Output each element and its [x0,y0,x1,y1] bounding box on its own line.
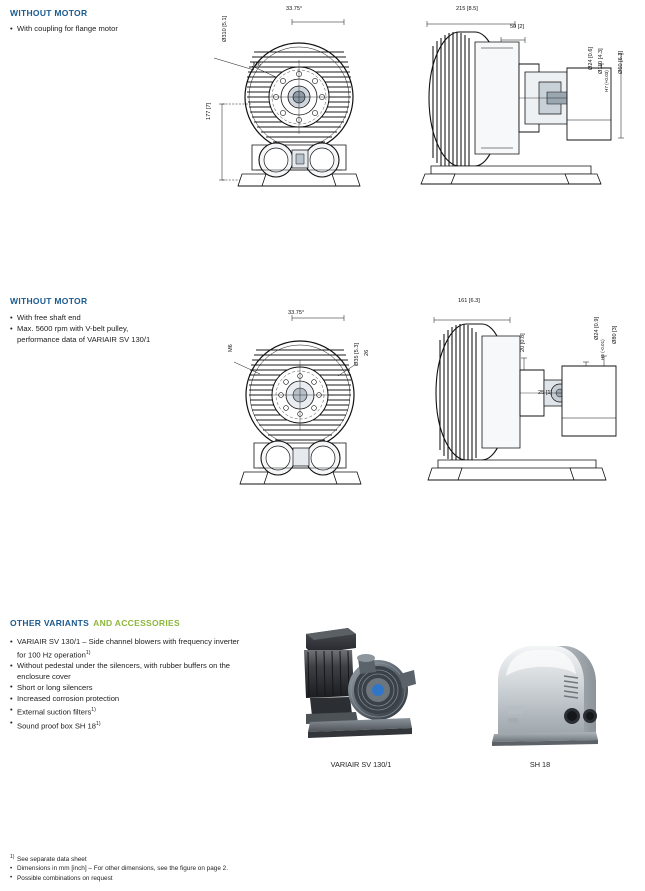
dim-50: 50 [2] [510,24,524,30]
footnote-mark: 1) [85,649,91,656]
list-item: • Max. 5600 rpm with V-belt pulley, performance data of VARIAIR SV 130/1 [10,324,160,345]
product-photo-sh18 [480,636,608,751]
photo-caption-variair: VARIAIR SV 130/1 [330,760,392,769]
other-variants-title-blue: OTHER VARIANTS [10,618,90,628]
bullet-list-other-variants [10,637,250,732]
dim-m6-front: M6 [253,62,261,68]
dim-20: 20 [0.8] [520,333,526,352]
dim-h7-tolerance: H7 (+0.03) [604,70,609,92]
product-photo-variair [296,618,426,755]
footnote-mark: 1) [95,720,101,727]
bullet-list-free-shaft [10,313,160,346]
dim-d80: Ø80 [3] [612,325,618,344]
list-item [10,705,250,718]
dim-161: 161 [6.3] [458,298,480,304]
bullet-list-flange-motor [10,24,170,35]
list-item-text: Sound proof box SH 18 [17,721,96,731]
drawing-front-view-free-shaft [196,300,396,495]
drawing-side-view-free-shaft [420,300,635,495]
footnote-3: • Possible combinations on request [10,874,228,883]
other-variants-title-green: AND ACCESSORIES [93,618,180,628]
dim-25: 25 [1] [538,390,552,396]
dim-177: 177 [7] [206,102,212,120]
footnotes [10,855,228,883]
list-item [10,661,250,682]
dim-angle-33-75-bottom: 33.75° [288,310,305,316]
dim-d35: Ø35 [5.3] [354,342,360,366]
footnote-mark: 1) [91,707,96,714]
list-item-text: Short or long silencers [17,682,93,692]
dim-d24-bottom: Ø24 [0.9] [594,316,600,340]
photo-caption-sh18: SH 18 [529,760,551,769]
dim-d110: Ø110 [4.3] [598,48,604,74]
dim-215: 215 [8.5] [456,6,478,12]
list-item-text: External suction filters [17,707,92,717]
section-title-other-variants [10,618,180,628]
list-item [10,683,250,694]
section-title-without-motor-flange: WITHOUT MOTOR [10,8,88,18]
dim-m6-bottom: M6 [228,344,234,352]
section-title-without-motor-free-shaft: WITHOUT MOTOR [10,296,88,306]
footnote-2: • Dimensions in mm [inch] – For other dimensions, see the figure on page 2. [10,864,228,873]
drawing-side-view-flange [415,8,640,198]
dim-h6-tolerance: H6 (-0.01) [600,339,605,360]
list-item-text: Increased corrosion protection [17,694,120,703]
list-item: • With free shaft end [10,313,160,324]
dim-d60: Ø60 [6.3] [618,50,624,74]
dim-diameter-310: Ø310 [5.1] [222,15,228,42]
dim-angle-33-75-top: 33.75° [286,6,303,12]
list-item-text: Without pedestal under the silencers, with rubber buffers on the enclosure cover [17,661,231,681]
dim-d24: Ø24 [0.6] [588,46,594,70]
list-item [10,694,250,705]
list-item-text: VARIAIR SV 130/1 – Side channel blowers with frequency inverter for 100 Hz operation [17,637,240,660]
list-item: • With coupling for flange motor [10,24,170,35]
footnote-1: 1) See separate data sheet [10,855,228,864]
list-item [10,719,250,732]
list-item [10,637,250,661]
dim-26: 26 [364,349,370,356]
